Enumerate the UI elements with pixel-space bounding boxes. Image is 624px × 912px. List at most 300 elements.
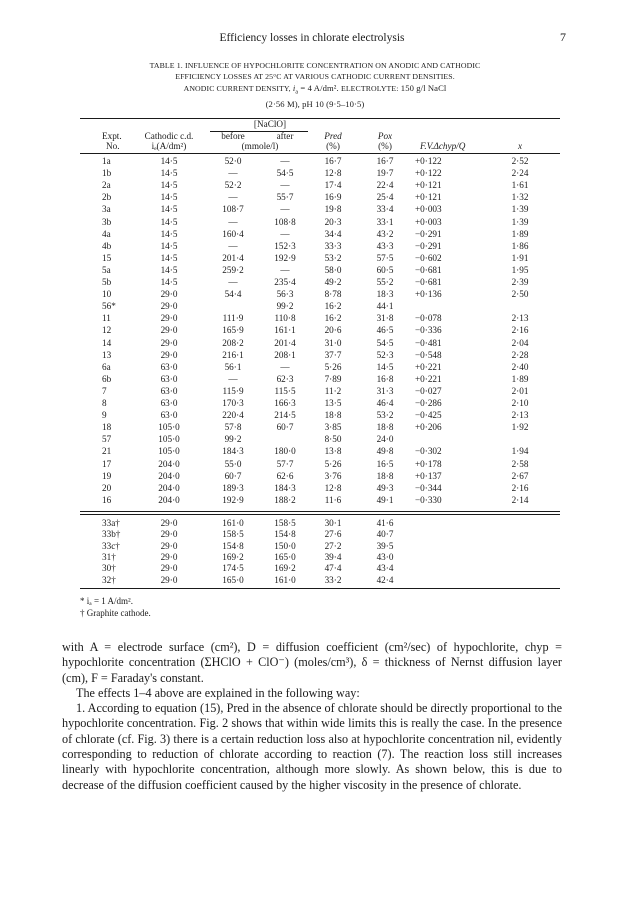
cell-conc-before: — bbox=[228, 192, 238, 203]
table-bottom-rule bbox=[80, 588, 560, 589]
cell-p-ox: 55·2 bbox=[376, 277, 394, 287]
cell-expt-no: 20 bbox=[102, 482, 112, 493]
body-text bbox=[62, 640, 562, 793]
cell-conc-after: 110·8 bbox=[274, 313, 296, 324]
cell-p-ox: 18·3 bbox=[376, 289, 394, 300]
cell-conc-before: 108·7 bbox=[222, 204, 244, 215]
cell-conc-before: 216·1 bbox=[222, 349, 244, 360]
cell-expt-no: 2b bbox=[102, 192, 112, 203]
caption-acd-value: = 4 A/dm². bbox=[300, 82, 339, 93]
cell-conc-before: — bbox=[228, 373, 238, 384]
cell-cathodic-cd: 105·0 bbox=[158, 422, 180, 433]
cell-x-value: 1·91 bbox=[511, 252, 529, 263]
cell-p-red: 27·6 bbox=[324, 529, 342, 540]
cell-expt-no: 5a bbox=[102, 264, 111, 275]
cell-cathodic-cd: 14·5 bbox=[160, 216, 178, 227]
cell-p-ox: 41·6 bbox=[376, 518, 394, 528]
cell-conc-after: 161·1 bbox=[274, 325, 296, 336]
cell-conc-before: 208·2 bbox=[222, 337, 244, 348]
cell-p-ox: 16·7 bbox=[376, 156, 394, 166]
cell-cathodic-cd: 29·0 bbox=[160, 540, 178, 551]
cell-p-ox: 31·3 bbox=[376, 385, 394, 396]
cell-conc-after: 55·7 bbox=[276, 192, 294, 203]
cell-p-ox: 43·4 bbox=[376, 563, 394, 574]
cell-x-value: 2·50 bbox=[511, 289, 529, 300]
cell-p-ox: 31·8 bbox=[376, 313, 394, 324]
cell-conc-after: 201·4 bbox=[274, 337, 296, 348]
cell-expt-no: 2a bbox=[102, 180, 111, 191]
cell-conc-before: 165·0 bbox=[222, 574, 244, 585]
cell-p-red: 13·5 bbox=[324, 398, 342, 408]
cell-conc-after: — bbox=[280, 264, 290, 275]
cell-conc-after: 99·2 bbox=[276, 301, 294, 312]
caption-line-1 bbox=[100, 60, 530, 71]
table-row bbox=[80, 156, 560, 166]
cell-cathodic-cd: 63·0 bbox=[160, 385, 178, 396]
cell-conc-after: — bbox=[280, 204, 290, 215]
cell-cathodic-cd: 29·0 bbox=[160, 325, 178, 336]
cell-p-red: 16·9 bbox=[324, 192, 342, 203]
cell-x-value: 2·14 bbox=[511, 494, 529, 505]
cell-conc-after: 208·1 bbox=[274, 349, 296, 360]
table-row bbox=[80, 459, 560, 469]
cell-fv-value: +0·003 bbox=[415, 216, 442, 227]
cell-conc-after: 184·3 bbox=[274, 482, 296, 493]
paragraph-1: with A = electrode surface (cm²), D = diffusion coefficient (cm²/sec) of hypochlorite, chyp = hypochlorite concentration (ΣHClO + ClO⁻) (moles/cm³), δ = thickness of Nernst diffusion layer (cm), F = Faraday's constant. bbox=[62, 640, 562, 685]
cell-x-value: 2·28 bbox=[511, 349, 529, 360]
cell-conc-before: 165·9 bbox=[222, 325, 244, 336]
header-pox-2: (%) bbox=[378, 141, 392, 151]
cell-cathodic-cd: 29·0 bbox=[160, 518, 178, 528]
cell-x-value: 1·39 bbox=[511, 216, 529, 227]
cell-expt-no: 32† bbox=[102, 574, 116, 585]
table-row bbox=[80, 471, 560, 481]
cell-fv-value: −0·302 bbox=[415, 446, 442, 457]
cell-fv-value: −0·681 bbox=[415, 277, 442, 287]
cell-cathodic-cd: 29·0 bbox=[160, 574, 178, 585]
cell-x-value: 2·10 bbox=[511, 398, 529, 408]
table-header-rule bbox=[80, 153, 560, 154]
header-fv: F.V.Δchyp/Q bbox=[420, 141, 466, 151]
cell-p-ox: 16·5 bbox=[376, 458, 394, 469]
cell-p-ox: 42·4 bbox=[376, 574, 394, 585]
cell-conc-after: 166·3 bbox=[274, 398, 296, 408]
cell-conc-before: — bbox=[228, 277, 238, 287]
cell-conc-before: — bbox=[228, 240, 238, 251]
cell-expt-no: 21 bbox=[102, 446, 112, 457]
cell-p-ox: 44·1 bbox=[376, 301, 394, 312]
cell-p-red: 18·8 bbox=[324, 410, 342, 421]
cell-p-red: 3·76 bbox=[324, 470, 342, 481]
cell-cathodic-cd: 14·5 bbox=[160, 277, 178, 287]
table-row bbox=[80, 386, 560, 396]
cell-conc-before: 56·1 bbox=[224, 361, 242, 372]
cell-p-red: 34·4 bbox=[324, 228, 342, 239]
table-row bbox=[80, 325, 560, 335]
caption-electrolyte-label: ELECTROLYTE: bbox=[340, 83, 399, 93]
cell-p-red: 12·8 bbox=[324, 482, 342, 493]
table-row bbox=[80, 495, 560, 505]
cell-conc-before: 259·2 bbox=[222, 264, 244, 275]
table-row bbox=[80, 217, 560, 227]
cell-expt-no: 1b bbox=[102, 168, 112, 179]
cell-cathodic-cd: 14·5 bbox=[160, 180, 178, 191]
table-row bbox=[80, 398, 560, 408]
table-row bbox=[80, 265, 560, 275]
cell-conc-before: — bbox=[228, 216, 238, 227]
cell-p-ox: 60·5 bbox=[376, 264, 394, 275]
cell-p-ox: 33·1 bbox=[376, 216, 394, 227]
cell-cathodic-cd: 29·0 bbox=[160, 301, 178, 312]
cell-expt-no: 5b bbox=[102, 277, 112, 287]
cell-conc-before: 184·3 bbox=[222, 446, 244, 457]
cell-conc-after: 115·5 bbox=[274, 385, 296, 396]
table-row bbox=[80, 204, 560, 214]
cell-p-ox: 53·2 bbox=[376, 410, 394, 421]
cell-conc-before: 201·4 bbox=[222, 252, 244, 263]
cell-expt-no: 33b† bbox=[102, 529, 121, 540]
cell-p-red: 31·0 bbox=[324, 337, 342, 348]
cell-expt-no: 30† bbox=[102, 563, 116, 574]
cell-p-red: 19·8 bbox=[324, 204, 342, 215]
header-group: [NaClO] bbox=[253, 119, 287, 129]
cell-fv-value: +0·003 bbox=[415, 204, 442, 215]
cell-fv-value: −0·291 bbox=[415, 240, 442, 251]
cell-cathodic-cd: 29·0 bbox=[160, 349, 178, 360]
table-row bbox=[80, 192, 560, 202]
cell-p-red: 58·0 bbox=[324, 264, 342, 275]
caption-label: TABLE 1. bbox=[149, 61, 183, 70]
paragraph-2: The effects 1–4 above are explained in the following way: bbox=[76, 685, 360, 700]
cell-expt-no: 33a† bbox=[102, 518, 120, 528]
cell-cathodic-cd: 29·0 bbox=[160, 313, 178, 324]
cell-fv-value: +0·122 bbox=[415, 168, 442, 179]
cell-conc-after: 192·9 bbox=[274, 252, 296, 263]
cell-cathodic-cd: 14·5 bbox=[160, 252, 178, 263]
cell-fv-value: −0·481 bbox=[415, 337, 442, 348]
cell-conc-before: 99·2 bbox=[224, 434, 242, 445]
header-cd-2: iₑ(A/dm²) bbox=[151, 141, 187, 151]
cell-p-red: 16·7 bbox=[324, 156, 342, 166]
cell-p-ox: 24·0 bbox=[376, 434, 394, 445]
cell-p-ox: 43·3 bbox=[376, 240, 394, 251]
cell-cathodic-cd: 14·5 bbox=[160, 204, 178, 215]
cell-cathodic-cd: 29·0 bbox=[160, 551, 178, 562]
cell-fv-value: −0·330 bbox=[415, 494, 442, 505]
cell-conc-after: 154·8 bbox=[274, 529, 296, 540]
header-expt-1: Expt. bbox=[102, 131, 122, 141]
table-row bbox=[80, 446, 560, 456]
table-row bbox=[80, 374, 560, 384]
cell-p-red: 47·4 bbox=[324, 563, 342, 574]
cell-conc-after: 54·5 bbox=[276, 168, 294, 179]
cell-expt-no: 1a bbox=[102, 156, 111, 166]
cell-p-ox: 18·8 bbox=[376, 422, 394, 433]
cell-expt-no: 57 bbox=[102, 434, 112, 445]
cell-cathodic-cd: 105·0 bbox=[158, 434, 180, 445]
table-row bbox=[80, 277, 560, 287]
header-cd-1: Cathodic c.d. bbox=[144, 131, 194, 141]
footnote-dagger: † Graphite cathode. bbox=[80, 607, 151, 618]
cell-x-value: 2·24 bbox=[511, 168, 529, 179]
cell-p-ox: 43·0 bbox=[376, 551, 394, 562]
cell-cathodic-cd: 29·0 bbox=[160, 529, 178, 540]
header-pred-1: Pred bbox=[324, 131, 342, 141]
cell-conc-before: 54·4 bbox=[224, 289, 242, 300]
cell-conc-before: 192·9 bbox=[222, 494, 244, 505]
cell-expt-no: 33c† bbox=[102, 540, 120, 551]
table-row bbox=[80, 362, 560, 372]
cell-conc-after: 62·6 bbox=[276, 470, 294, 481]
cell-p-ox: 46·5 bbox=[376, 325, 394, 336]
header-before: before bbox=[221, 131, 245, 141]
cell-p-red: 11·2 bbox=[324, 385, 342, 396]
cell-p-red: 5·26 bbox=[324, 361, 342, 372]
header-unit: (mmole/l) bbox=[241, 141, 279, 151]
table-mid-rule-1 bbox=[80, 511, 560, 512]
cell-fv-value: −0·336 bbox=[415, 325, 442, 336]
cell-expt-no: 19 bbox=[102, 470, 112, 481]
cell-fv-value: −0·078 bbox=[415, 313, 442, 324]
cell-p-red: 12·8 bbox=[324, 168, 342, 179]
cell-x-value: 2·13 bbox=[511, 410, 529, 421]
cell-conc-before: 169·2 bbox=[222, 551, 244, 562]
table-row-graphite bbox=[80, 541, 560, 551]
cell-conc-before: 52·2 bbox=[224, 180, 242, 191]
cell-cathodic-cd: 14·5 bbox=[160, 264, 178, 275]
cell-p-red: 49·2 bbox=[324, 277, 342, 287]
cell-x-value: 2·01 bbox=[511, 385, 529, 396]
page-number: 7 bbox=[560, 30, 566, 44]
cell-x-value: 2·16 bbox=[511, 482, 529, 493]
cell-p-ox: 14·5 bbox=[376, 361, 394, 372]
cell-x-value: 1·32 bbox=[511, 192, 529, 203]
cell-cathodic-cd: 29·0 bbox=[160, 337, 178, 348]
cell-x-value: 2·40 bbox=[511, 361, 529, 372]
cell-conc-before: 154·8 bbox=[222, 540, 244, 551]
cell-cathodic-cd: 14·5 bbox=[160, 156, 178, 166]
cell-p-red: 16·2 bbox=[324, 301, 342, 312]
table-row bbox=[80, 434, 560, 444]
cell-cathodic-cd: 204·0 bbox=[158, 458, 180, 469]
cell-expt-no: 3b bbox=[102, 216, 112, 227]
table-row-graphite bbox=[80, 552, 560, 562]
header-pred-2: (%) bbox=[326, 141, 340, 151]
cell-expt-no: 11 bbox=[102, 313, 111, 324]
cell-conc-after: 150·0 bbox=[274, 540, 296, 551]
cell-cathodic-cd: 14·5 bbox=[160, 168, 178, 179]
cell-conc-after: — bbox=[280, 180, 290, 191]
cell-x-value: 1·94 bbox=[511, 446, 529, 457]
cell-cathodic-cd: 63·0 bbox=[160, 398, 178, 408]
cell-fv-value: −0·291 bbox=[415, 228, 442, 239]
table-row bbox=[80, 483, 560, 493]
cell-conc-before: — bbox=[228, 168, 238, 179]
cell-p-red: 16·2 bbox=[324, 313, 342, 324]
table-row-graphite bbox=[80, 529, 560, 539]
cell-p-ox: 16·8 bbox=[376, 373, 394, 384]
cell-expt-no: 7 bbox=[102, 385, 107, 396]
table-mid-rule-2 bbox=[80, 514, 560, 515]
cell-expt-no: 18 bbox=[102, 422, 112, 433]
cell-x-value: 1·86 bbox=[511, 240, 529, 251]
cell-conc-after: 235·4 bbox=[274, 277, 296, 287]
table-footnotes bbox=[80, 596, 151, 619]
table-caption bbox=[100, 60, 530, 110]
cell-x-value: 2·13 bbox=[511, 313, 529, 324]
cell-expt-no: 14 bbox=[102, 337, 112, 348]
cell-p-ox: 19·7 bbox=[376, 168, 394, 179]
cell-expt-no: 15 bbox=[102, 252, 112, 263]
cell-p-ox: 49·1 bbox=[376, 494, 394, 505]
cell-x-value: 1·95 bbox=[511, 264, 529, 275]
cell-p-ox: 52·3 bbox=[376, 349, 394, 360]
cell-fv-value: +0·221 bbox=[415, 361, 442, 372]
cell-cathodic-cd: 204·0 bbox=[158, 494, 180, 505]
cell-fv-value: −0·027 bbox=[415, 385, 442, 396]
cell-p-red: 33·3 bbox=[324, 240, 342, 251]
cell-expt-no: 12 bbox=[102, 325, 112, 336]
cell-expt-no: 9 bbox=[102, 410, 107, 421]
cell-conc-before: 115·9 bbox=[222, 385, 244, 396]
cell-x-value: 1·39 bbox=[511, 204, 529, 215]
table-row-graphite bbox=[80, 518, 560, 528]
table-row bbox=[80, 301, 560, 311]
cell-x-value: 1·89 bbox=[511, 228, 529, 239]
table-row bbox=[80, 410, 560, 420]
cell-p-ox: 18·8 bbox=[376, 470, 394, 481]
cell-p-red: 5·26 bbox=[324, 458, 342, 469]
cell-p-red: 39·4 bbox=[324, 551, 342, 562]
cell-cathodic-cd: 63·0 bbox=[160, 410, 178, 421]
cell-expt-no: 6b bbox=[102, 373, 112, 384]
cell-cathodic-cd: 204·0 bbox=[158, 482, 180, 493]
cell-expt-no: 6a bbox=[102, 361, 111, 372]
cell-cathodic-cd: 14·5 bbox=[160, 240, 178, 251]
cell-fv-value: −0·548 bbox=[415, 349, 442, 360]
table-row bbox=[80, 229, 560, 239]
cell-cathodic-cd: 29·0 bbox=[160, 563, 178, 574]
table-row bbox=[80, 289, 560, 299]
cell-p-ox: 54·5 bbox=[376, 337, 394, 348]
table-row bbox=[80, 338, 560, 348]
cell-p-red: 37·7 bbox=[324, 349, 342, 360]
cell-conc-before: 158·5 bbox=[222, 529, 244, 540]
cell-fv-value: +0·137 bbox=[415, 470, 442, 481]
cell-expt-no: 3a bbox=[102, 204, 111, 215]
cell-p-red: 8·50 bbox=[324, 434, 342, 445]
cell-x-value: 2·16 bbox=[511, 325, 529, 336]
cell-expt-no: 10 bbox=[102, 289, 112, 300]
cell-conc-before: 55·0 bbox=[224, 458, 242, 469]
cell-fv-value: +0·136 bbox=[415, 289, 442, 300]
cell-p-ox: 49·8 bbox=[376, 446, 394, 457]
cell-p-red: 30·1 bbox=[324, 518, 342, 528]
cell-conc-after: — bbox=[280, 228, 290, 239]
cell-expt-no: 13 bbox=[102, 349, 112, 360]
cell-fv-value: −0·681 bbox=[415, 264, 442, 275]
cell-conc-after: 214·5 bbox=[274, 410, 296, 421]
cell-conc-before: 174·5 bbox=[222, 563, 244, 574]
cell-cathodic-cd: 14·5 bbox=[160, 228, 178, 239]
cell-fv-value: −0·602 bbox=[415, 252, 442, 263]
table-row bbox=[80, 313, 560, 323]
cell-fv-value: −0·425 bbox=[415, 410, 442, 421]
cell-conc-before: 52·0 bbox=[224, 156, 242, 166]
caption-electrolyte-value: 150 g/l NaCl bbox=[400, 82, 447, 93]
cell-fv-value: +0·121 bbox=[415, 180, 442, 191]
cell-conc-after: — bbox=[280, 361, 290, 372]
cell-p-ox: 49·3 bbox=[376, 482, 394, 493]
cell-p-ox: 33·4 bbox=[376, 204, 394, 215]
cell-p-ox: 40·7 bbox=[376, 529, 394, 540]
cell-p-red: 8·78 bbox=[324, 289, 342, 300]
cell-expt-no: 4a bbox=[102, 228, 111, 239]
cell-x-value: 1·61 bbox=[511, 180, 529, 191]
cell-p-ox: 46·4 bbox=[376, 398, 394, 408]
cell-p-ox: 22·4 bbox=[376, 180, 394, 191]
cell-conc-after: 62·3 bbox=[276, 373, 294, 384]
table-top-rule bbox=[80, 118, 560, 119]
table-row bbox=[80, 422, 560, 432]
caption-title-1: INFLUENCE OF HYPOCHLORITE CONCENTRATION ON ANODIC AND CATHODIC bbox=[185, 61, 481, 70]
cell-x-value: 2·52 bbox=[511, 156, 529, 166]
cell-cathodic-cd: 14·5 bbox=[160, 192, 178, 203]
table-row-graphite bbox=[80, 563, 560, 573]
cell-fv-value: +0·122 bbox=[415, 156, 442, 166]
cell-fv-value: +0·178 bbox=[415, 458, 442, 469]
cell-p-red: 53·2 bbox=[324, 252, 342, 263]
cell-conc-before: 170·3 bbox=[222, 398, 244, 408]
caption-i-sub: a bbox=[295, 89, 299, 96]
cell-p-red: 20·6 bbox=[324, 325, 342, 336]
cell-conc-after: 169·2 bbox=[274, 563, 296, 574]
cell-p-ox: 57·5 bbox=[376, 252, 394, 263]
cell-x-value: 2·39 bbox=[511, 277, 529, 287]
cell-fv-value: +0·206 bbox=[415, 422, 442, 433]
cell-fv-value: +0·121 bbox=[415, 192, 442, 203]
table-row-graphite bbox=[80, 575, 560, 585]
cell-conc-after: 56·3 bbox=[276, 289, 294, 300]
cell-cathodic-cd: 204·0 bbox=[158, 470, 180, 481]
cell-p-red: 11·6 bbox=[324, 494, 342, 505]
cell-conc-before: 161·0 bbox=[222, 518, 244, 528]
cell-fv-value: +0·221 bbox=[415, 373, 442, 384]
cell-x-value: 2·67 bbox=[511, 470, 529, 481]
cell-expt-no: 17 bbox=[102, 458, 112, 469]
cell-p-ox: 43·2 bbox=[376, 228, 394, 239]
cell-conc-after: 165·0 bbox=[274, 551, 296, 562]
cell-p-ox: 39·5 bbox=[376, 540, 394, 551]
cell-p-red: 3·85 bbox=[324, 422, 342, 433]
cell-expt-no: 16 bbox=[102, 494, 112, 505]
header-expt-2: No. bbox=[106, 141, 120, 151]
cell-p-red: 33·2 bbox=[324, 574, 342, 585]
table-row bbox=[80, 253, 560, 263]
cell-p-red: 27·2 bbox=[324, 540, 342, 551]
cell-expt-no: 8 bbox=[102, 398, 107, 408]
cell-conc-after: — bbox=[280, 156, 290, 166]
footnote-star: * iₐ = 1 A/dm². bbox=[80, 596, 133, 606]
paragraph-3: 1. According to equation (15), Pred in the absence of chlorate should be directly proportional to the hypochlorite concentration. Fig. 2 shows that within wide limits this is really the case. In the presence of chlorate (cf. Fig. 3) there is a certain reduction loss also at hypochlorite concentration nil, evidently corresponding to reduction of chlorate according to reaction (7). The reaction loss still increases linearly with hypochlorite concentration, although more slowly. As shown below, this is due to decrease of the diffusion coefficient caused by the higher viscosity in the presence of chlorate. bbox=[62, 701, 562, 792]
cell-p-ox: 25·4 bbox=[376, 192, 394, 203]
cell-conc-before: 160·4 bbox=[222, 228, 244, 239]
cell-cathodic-cd: 63·0 bbox=[160, 361, 178, 372]
cell-conc-after: 158·5 bbox=[274, 518, 296, 528]
header-pox-1: Pox bbox=[377, 131, 393, 141]
cell-conc-before: 57·8 bbox=[224, 422, 242, 433]
cell-conc-after: 152·3 bbox=[274, 240, 296, 251]
